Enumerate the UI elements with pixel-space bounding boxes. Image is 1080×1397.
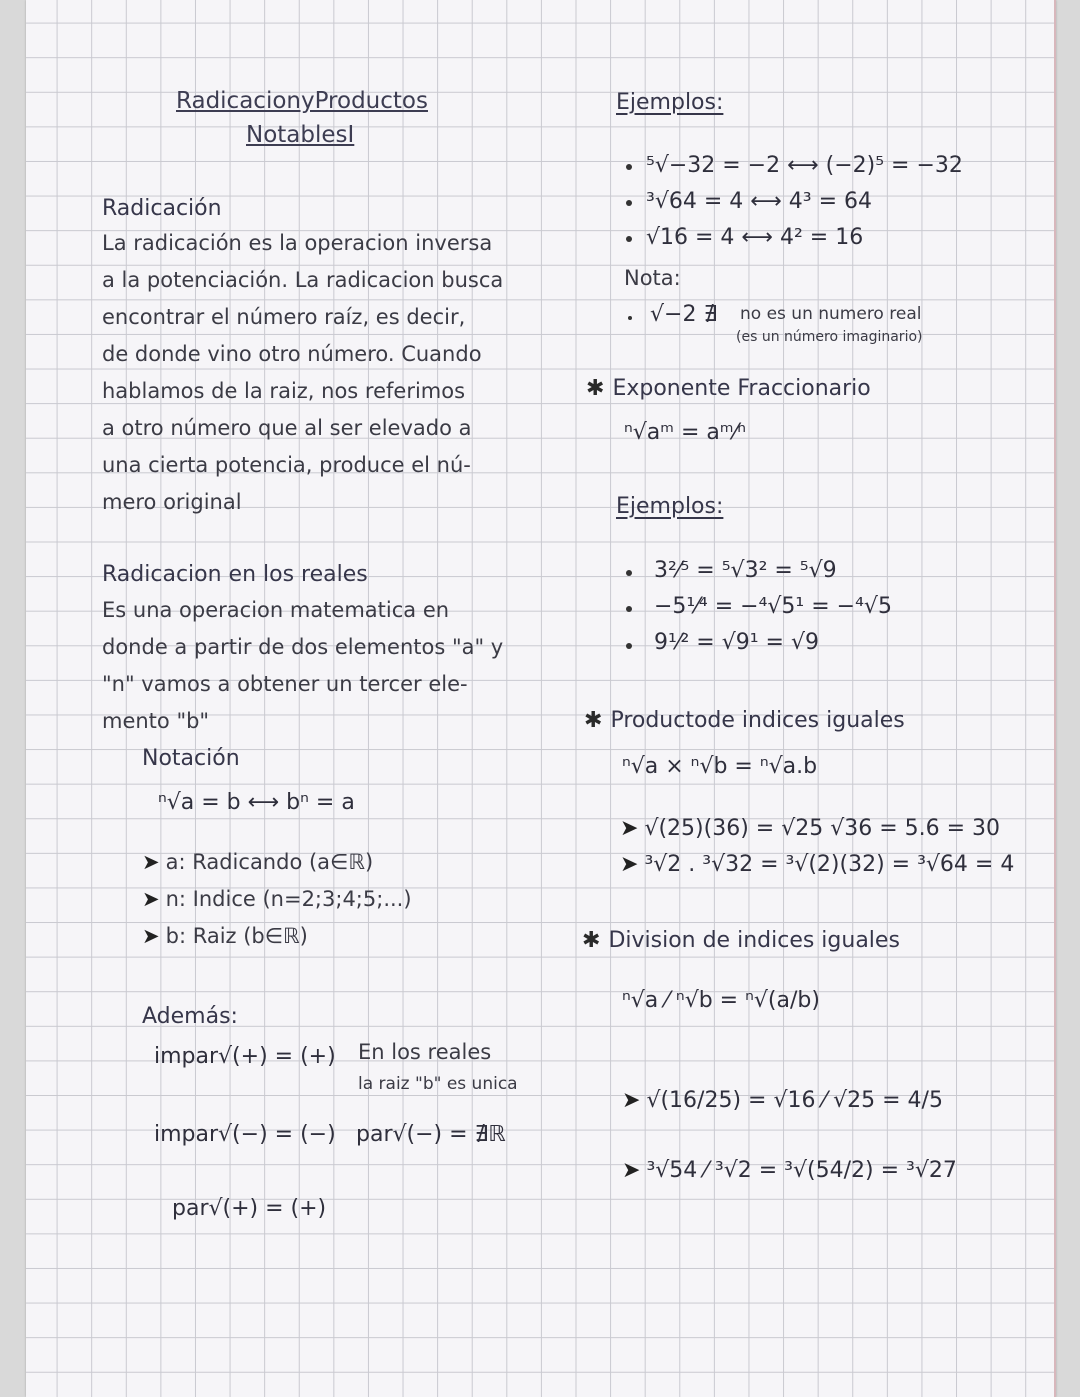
division-ejemplo-2: ➤ ³√54 ⁄ ³√2 = ³√(54/2) = ³√27 bbox=[622, 1158, 957, 1183]
reales-heading: Radicacion en los reales bbox=[102, 562, 368, 587]
notacion-formula: ⁿ√a = b ⟷ bⁿ = a bbox=[158, 790, 355, 815]
def-indice: ➤ n: Indice (n=2;3;4;5;...) bbox=[142, 887, 412, 911]
rule-impar-positivo: impar√(+) = (+) bbox=[154, 1044, 336, 1069]
arrow-icon: ➤ bbox=[622, 1088, 641, 1113]
arrow-icon: ➤ bbox=[620, 852, 639, 877]
ejemplos-1-heading: Ejemplos: bbox=[616, 90, 724, 115]
arrow-icon: ➤ bbox=[620, 816, 639, 841]
reales-note-line-2: la raiz "b" es unica bbox=[358, 1074, 518, 1094]
reales-line: "n" vamos a obtener un tercer ele- bbox=[102, 672, 468, 696]
radicacion-line: hablamos de la raiz, nos referimos bbox=[102, 379, 466, 403]
producto-formula: ⁿ√a × ⁿ√b = ⁿ√a.b bbox=[622, 754, 818, 779]
radicacion-line: a otro número que al ser elevado a bbox=[102, 416, 472, 440]
arrow-icon: ➤ bbox=[142, 887, 160, 911]
producto-heading: ✱ Productode indices iguales bbox=[584, 708, 905, 733]
ejemplo-2-3: 9¹⁄² = √9¹ = √9 bbox=[654, 630, 819, 655]
division-formula: ⁿ√a ⁄ ⁿ√b = ⁿ√(a/b) bbox=[622, 988, 820, 1013]
arrow-icon: ➤ bbox=[142, 850, 160, 874]
bullet-icon bbox=[626, 236, 632, 242]
bullet-icon bbox=[628, 316, 632, 320]
def-radicando: ➤ a: Radicando (a∈ℝ) bbox=[142, 850, 374, 874]
notebook-page bbox=[26, 0, 1056, 1397]
nota-text-2: (es un número imaginario) bbox=[736, 329, 923, 345]
division-heading: ✱ Division de indices iguales bbox=[582, 928, 900, 953]
ejemplos-2-heading: Ejemplos: bbox=[616, 494, 724, 519]
nota-formula: √−2 ∄ bbox=[650, 302, 718, 327]
rule-impar-negativo: impar√(−) = (−) bbox=[154, 1122, 336, 1147]
reales-line: mento "b" bbox=[102, 709, 210, 733]
bullet-icon bbox=[626, 606, 632, 612]
radicacion-line: mero original bbox=[102, 490, 242, 514]
rule-par-positivo: par√(+) = (+) bbox=[172, 1196, 327, 1221]
def-raiz: ➤ b: Raiz (b∈ℝ) bbox=[142, 924, 308, 948]
asterisk-icon: ✱ bbox=[582, 928, 601, 953]
radicacion-line: a la potenciación. La radicacion busca bbox=[102, 268, 504, 292]
division-ejemplo-1: ➤ √(16/25) = √16 ⁄ √25 = 4/5 bbox=[622, 1088, 943, 1113]
bullet-icon bbox=[626, 200, 632, 206]
radicacion-line: una cierta potencia, produce el nú- bbox=[102, 453, 471, 477]
page-edge-line bbox=[1054, 0, 1056, 1397]
exponente-formula: ⁿ√aᵐ = aᵐ⁄ⁿ bbox=[624, 420, 747, 445]
title-line-1: RadicacionyProductos bbox=[176, 88, 428, 114]
bullet-icon bbox=[626, 570, 632, 576]
radicacion-line: La radicación es la operacion inversa bbox=[102, 231, 493, 255]
ejemplo-1-3: √16 = 4 ⟷ 4² = 16 bbox=[646, 225, 864, 250]
nota-text-1: no es un numero real bbox=[740, 304, 922, 324]
exponente-heading: ✱ Exponente Fraccionario bbox=[586, 376, 871, 401]
reales-note-line-1: En los reales bbox=[358, 1040, 492, 1064]
radicacion-line: encontrar el número raíz, es decir, bbox=[102, 305, 466, 329]
radicacion-line: de donde vino otro número. Cuando bbox=[102, 342, 482, 366]
arrow-icon: ➤ bbox=[622, 1158, 641, 1183]
ademas-label: Además: bbox=[142, 1004, 238, 1029]
title-line-2: NotablesI bbox=[246, 122, 355, 148]
ejemplo-2-2: −5¹⁄⁴ = −⁴√5¹ = −⁴√5 bbox=[654, 594, 892, 619]
bullet-icon bbox=[626, 643, 632, 649]
notacion-label: Notación bbox=[142, 746, 240, 771]
radicacion-heading: Radicación bbox=[102, 196, 222, 221]
reales-line: donde a partir de dos elementos "a" y bbox=[102, 635, 504, 659]
bullet-icon bbox=[626, 164, 632, 170]
ejemplo-2-1: 3²⁄⁵ = ⁵√3² = ⁵√9 bbox=[654, 558, 837, 583]
producto-ejemplo-1: ➤ √(25)(36) = √25 √36 = 5.6 = 30 bbox=[620, 816, 1001, 841]
nota-label: Nota: bbox=[624, 266, 681, 290]
asterisk-icon: ✱ bbox=[584, 708, 603, 733]
rule-par-negativo: par√(−) = ∄ℝ bbox=[356, 1122, 506, 1147]
ejemplo-1-1: ⁵√−32 = −2 ⟷ (−2)⁵ = −32 bbox=[646, 153, 963, 178]
asterisk-icon: ✱ bbox=[586, 376, 605, 401]
ejemplo-1-2: ³√64 = 4 ⟷ 4³ = 64 bbox=[646, 189, 873, 214]
producto-ejemplo-2: ➤ ³√2 . ³√32 = ³√(2)(32) = ³√64 = 4 bbox=[620, 852, 1015, 877]
reales-line: Es una operacion matematica en bbox=[102, 598, 450, 622]
arrow-icon: ➤ bbox=[142, 924, 160, 948]
